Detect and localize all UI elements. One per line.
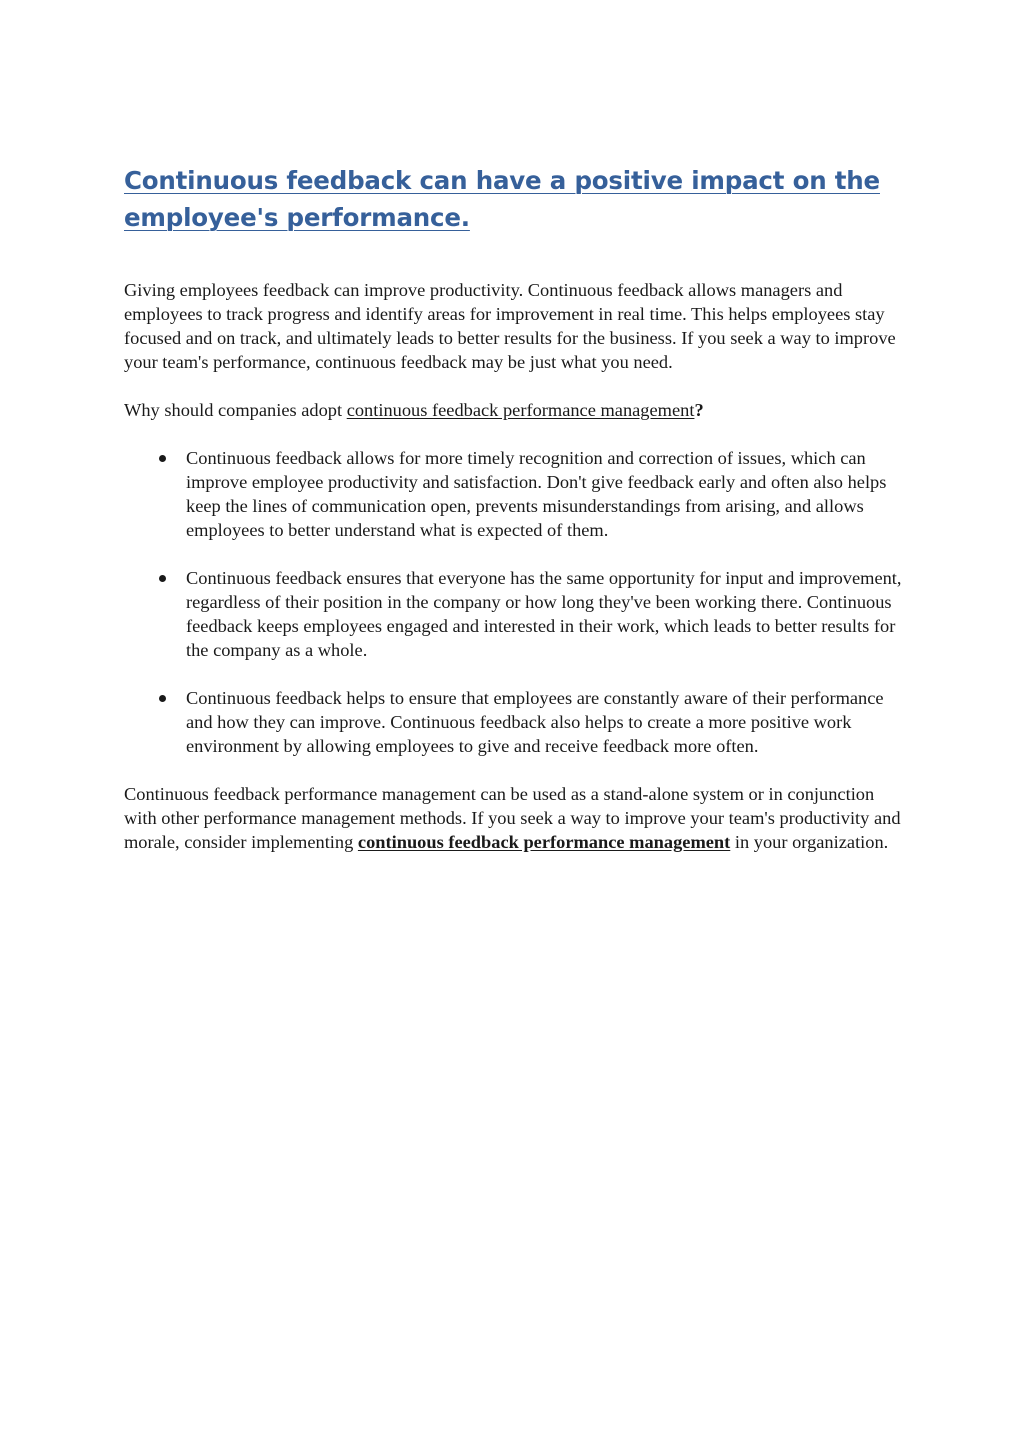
cfpm-bold-link[interactable]: continuous feedback performance management xyxy=(357,832,731,852)
list-item-text: Continuous feedback allows for more timely recognition and correction of issues, which can improve employee productivity and satisfaction. Don't give feedback early and often also helps keep the lines of communication open, prevents misunderstandings from arising, and allows employees to better understand what is expected of them. xyxy=(186,448,887,540)
why-paragraph xyxy=(124,398,904,422)
bullet-icon xyxy=(159,575,166,582)
bullet-icon xyxy=(159,455,166,462)
list-item xyxy=(124,686,904,758)
benefits-list xyxy=(124,446,904,758)
page-title[interactable]: Continuous feedback can have a positive impact on the employee's performance. xyxy=(124,166,880,232)
document-page xyxy=(124,162,904,854)
list-item-text: Continuous feedback helps to ensure that employees are constantly aware of their performance and how they can improve. Continuous feedback also helps to create a more positive work environment by allowing employees to give and receive feedback more often. xyxy=(186,688,884,756)
conclusion-suffix: in your organization. xyxy=(730,832,889,852)
why-question-mark: ? xyxy=(694,400,704,420)
list-item-text: Continuous feedback ensures that everyone has the same opportunity for input and improvement, regardless of their position in the company or how long they've been working there. Continuous feedback keeps employees engaged and interested in their work, which leads to better results for the company as a whole. xyxy=(186,568,902,660)
why-prefix: Why should companies adopt xyxy=(124,400,347,420)
conclusion-prefix: Continuous feedback performance management can be used as a stand-alone system or in conjunction with other performance management methods. If you seek a way to improve your team's productivity and morale, consider implementing xyxy=(124,784,901,852)
list-item xyxy=(124,446,904,542)
bullet-icon xyxy=(159,695,166,702)
list-item xyxy=(124,566,904,662)
conclusion-paragraph xyxy=(124,782,904,854)
intro-paragraph: Giving employees feedback can improve productivity. Continuous feedback allows managers and employees to track progress and identify areas for improvement in real time. This helps employees stay focused and on track, and ultimately leads to better results for the business. If you seek a way to improve your team's performance, continuous feedback may be just what you need. xyxy=(124,280,896,372)
cfpm-link[interactable]: continuous feedback performance management xyxy=(346,400,695,420)
